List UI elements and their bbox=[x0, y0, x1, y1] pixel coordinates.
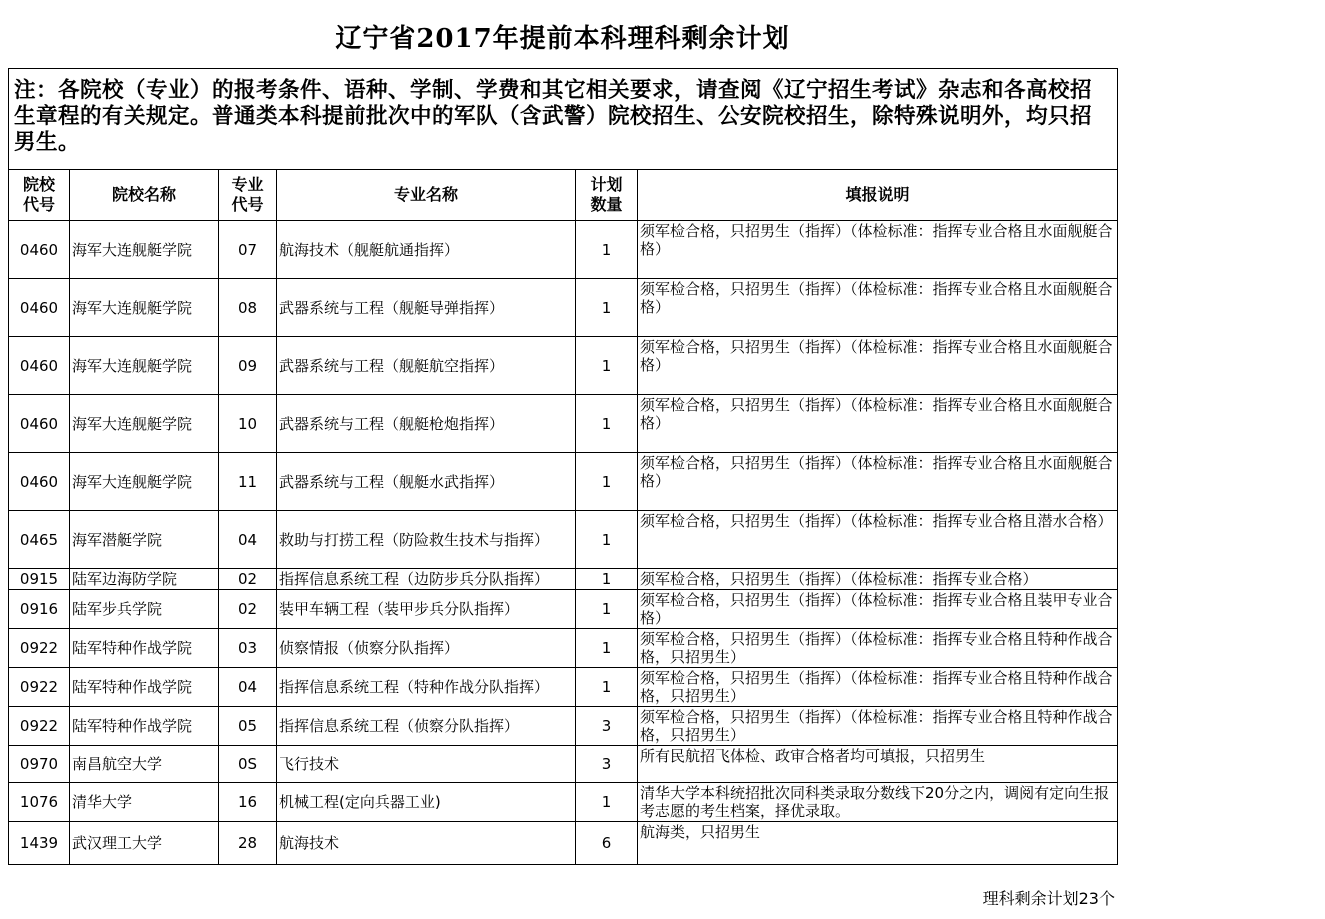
plan-count-cell: 3 bbox=[576, 746, 638, 783]
school-code-cell: 0922 bbox=[9, 629, 70, 668]
table-row bbox=[9, 822, 1118, 865]
plan-count-cell: 1 bbox=[576, 337, 638, 395]
school-name-cell: 海军大连舰艇学院 bbox=[70, 395, 219, 453]
plan-count-cell: 1 bbox=[576, 221, 638, 279]
school-code-cell: 0460 bbox=[9, 221, 70, 279]
major-name-cell: 武器系统与工程（舰艇导弹指挥） bbox=[277, 279, 576, 337]
major-code-cell: 07 bbox=[219, 221, 277, 279]
major-code-cell: 02 bbox=[219, 590, 277, 629]
table-row bbox=[9, 569, 1118, 590]
plan-count-cell: 1 bbox=[576, 668, 638, 707]
school-name-cell: 海军潜艇学院 bbox=[70, 511, 219, 569]
plan-count-cell: 3 bbox=[576, 707, 638, 746]
header-major-code: 专业 代号 bbox=[219, 170, 277, 221]
plan-count-cell: 1 bbox=[576, 569, 638, 590]
major-name-cell: 指挥信息系统工程（边防步兵分队指挥） bbox=[277, 569, 576, 590]
major-code-cell: 09 bbox=[219, 337, 277, 395]
table-row bbox=[9, 668, 1118, 707]
total-summary: 理科剩余计划23个 bbox=[982, 889, 1115, 908]
plan-count-cell: 1 bbox=[576, 453, 638, 511]
school-name-cell: 南昌航空大学 bbox=[70, 746, 219, 783]
major-code-cell: 04 bbox=[219, 668, 277, 707]
school-name-cell: 清华大学 bbox=[70, 783, 219, 822]
major-name-cell: 航海技术（舰艇航通指挥） bbox=[277, 221, 576, 279]
school-code-cell: 0922 bbox=[9, 668, 70, 707]
header-major-name: 专业名称 bbox=[277, 170, 576, 221]
school-code-cell: 1439 bbox=[9, 822, 70, 865]
table-row bbox=[9, 337, 1118, 395]
remarks-cell: 须军检合格，只招男生（指挥）（体检标准：指挥专业合格且水面舰艇合格） bbox=[638, 279, 1118, 337]
remarks-cell: 须军检合格，只招男生（指挥）（体检标准：指挥专业合格且特种作战合格，只招男生） bbox=[638, 668, 1118, 707]
plan-table bbox=[8, 68, 1118, 865]
school-code-cell: 0922 bbox=[9, 707, 70, 746]
remarks-cell: 所有民航招飞体检、政审合格者均可填报，只招男生 bbox=[638, 746, 1118, 783]
table-row bbox=[9, 590, 1118, 629]
plan-count-cell: 1 bbox=[576, 279, 638, 337]
plan-count-cell: 6 bbox=[576, 822, 638, 865]
table-row bbox=[9, 221, 1118, 279]
school-code-cell: 0460 bbox=[9, 279, 70, 337]
major-name-cell: 武器系统与工程（舰艇水武指挥） bbox=[277, 453, 576, 511]
remarks-cell: 须军检合格，只招男生（指挥）（体检标准：指挥专业合格且水面舰艇合格） bbox=[638, 221, 1118, 279]
major-code-cell: 03 bbox=[219, 629, 277, 668]
remarks-cell: 须军检合格，只招男生（指挥）（体检标准：指挥专业合格且潜水合格） bbox=[638, 511, 1118, 569]
school-code-cell: 0915 bbox=[9, 569, 70, 590]
school-code-cell: 0465 bbox=[9, 511, 70, 569]
school-name-cell: 海军大连舰艇学院 bbox=[70, 279, 219, 337]
major-code-cell: 10 bbox=[219, 395, 277, 453]
major-code-cell: 02 bbox=[219, 569, 277, 590]
school-code-cell: 0970 bbox=[9, 746, 70, 783]
school-name-cell: 陆军步兵学院 bbox=[70, 590, 219, 629]
school-code-cell: 1076 bbox=[9, 783, 70, 822]
major-name-cell: 武器系统与工程（舰艇枪炮指挥） bbox=[277, 395, 576, 453]
major-name-cell: 指挥信息系统工程（侦察分队指挥） bbox=[277, 707, 576, 746]
header-school-code: 院校 代号 bbox=[9, 170, 70, 221]
plan-count-cell: 1 bbox=[576, 511, 638, 569]
major-code-cell: 04 bbox=[219, 511, 277, 569]
remarks-cell: 须军检合格，只招男生（指挥）（体检标准：指挥专业合格且特种作战合格，只招男生） bbox=[638, 629, 1118, 668]
remarks-cell: 须军检合格，只招男生（指挥）（体检标准：指挥专业合格且水面舰艇合格） bbox=[638, 395, 1118, 453]
table-row bbox=[9, 707, 1118, 746]
note-row bbox=[9, 69, 1118, 170]
school-name-cell: 陆军边海防学院 bbox=[70, 569, 219, 590]
table-body bbox=[9, 221, 1118, 865]
header-plan-count: 计划 数量 bbox=[576, 170, 638, 221]
table-row bbox=[9, 453, 1118, 511]
major-name-cell: 装甲车辆工程（装甲步兵分队指挥） bbox=[277, 590, 576, 629]
remarks-cell: 清华大学本科统招批次同科类录取分数线下20分之内，调阅有定向生报考志愿的考生档案，择优录取。 bbox=[638, 783, 1118, 822]
table-row bbox=[9, 511, 1118, 569]
school-code-cell: 0460 bbox=[9, 453, 70, 511]
remarks-cell: 须军检合格，只招男生（指挥）（体检标准：指挥专业合格且水面舰艇合格） bbox=[638, 337, 1118, 395]
plan-count-cell: 1 bbox=[576, 590, 638, 629]
major-name-cell: 侦察情报（侦察分队指挥） bbox=[277, 629, 576, 668]
table-row bbox=[9, 629, 1118, 668]
remarks-cell: 须军检合格，只招男生（指挥）（体检标准：指挥专业合格且水面舰艇合格） bbox=[638, 453, 1118, 511]
school-name-cell: 海军大连舰艇学院 bbox=[70, 221, 219, 279]
note-text: 注：各院校（专业）的报考条件、语种、学制、学费和其它相关要求，请查阅《辽宁招生考试》杂志和各高校招生章程的有关规定。普通类本科提前批次中的军队（含武警）院校招生、公安院校招生，除特殊说明外，均只招男生。 bbox=[9, 69, 1118, 170]
major-name-cell: 武器系统与工程（舰艇航空指挥） bbox=[277, 337, 576, 395]
plan-count-cell: 1 bbox=[576, 629, 638, 668]
major-code-cell: 08 bbox=[219, 279, 277, 337]
major-code-cell: 05 bbox=[219, 707, 277, 746]
table-row bbox=[9, 783, 1118, 822]
major-code-cell: 16 bbox=[219, 783, 277, 822]
major-name-cell: 飞行技术 bbox=[277, 746, 576, 783]
remarks-cell: 须军检合格，只招男生（指挥）（体检标准：指挥专业合格且装甲专业合格） bbox=[638, 590, 1118, 629]
major-code-cell: 11 bbox=[219, 453, 277, 511]
school-name-cell: 陆军特种作战学院 bbox=[70, 707, 219, 746]
school-code-cell: 0460 bbox=[9, 395, 70, 453]
major-code-cell: 28 bbox=[219, 822, 277, 865]
remarks-cell: 航海类，只招男生 bbox=[638, 822, 1118, 865]
school-name-cell: 陆军特种作战学院 bbox=[70, 629, 219, 668]
plan-count-cell: 1 bbox=[576, 395, 638, 453]
school-code-cell: 0916 bbox=[9, 590, 70, 629]
plan-count-cell: 1 bbox=[576, 783, 638, 822]
remarks-cell: 须军检合格，只招男生（指挥）（体检标准：指挥专业合格） bbox=[638, 569, 1118, 590]
school-name-cell: 海军大连舰艇学院 bbox=[70, 453, 219, 511]
page-title: 辽宁省2017年提前本科理科剩余计划 bbox=[335, 24, 790, 54]
table-row bbox=[9, 279, 1118, 337]
school-name-cell: 陆军特种作战学院 bbox=[70, 668, 219, 707]
remarks-cell: 须军检合格，只招男生（指挥）（体检标准：指挥专业合格且特种作战合格，只招男生） bbox=[638, 707, 1118, 746]
major-name-cell: 救助与打捞工程（防险救生技术与指挥） bbox=[277, 511, 576, 569]
table-row bbox=[9, 395, 1118, 453]
major-name-cell: 机械工程(定向兵器工业) bbox=[277, 783, 576, 822]
major-name-cell: 指挥信息系统工程（特种作战分队指挥） bbox=[277, 668, 576, 707]
major-code-cell: 0S bbox=[219, 746, 277, 783]
header-remarks: 填报说明 bbox=[638, 170, 1118, 221]
school-name-cell: 武汉理工大学 bbox=[70, 822, 219, 865]
header-row bbox=[9, 170, 1118, 221]
school-code-cell: 0460 bbox=[9, 337, 70, 395]
header-school-name: 院校名称 bbox=[70, 170, 219, 221]
major-name-cell: 航海技术 bbox=[277, 822, 576, 865]
table-row bbox=[9, 746, 1118, 783]
school-name-cell: 海军大连舰艇学院 bbox=[70, 337, 219, 395]
